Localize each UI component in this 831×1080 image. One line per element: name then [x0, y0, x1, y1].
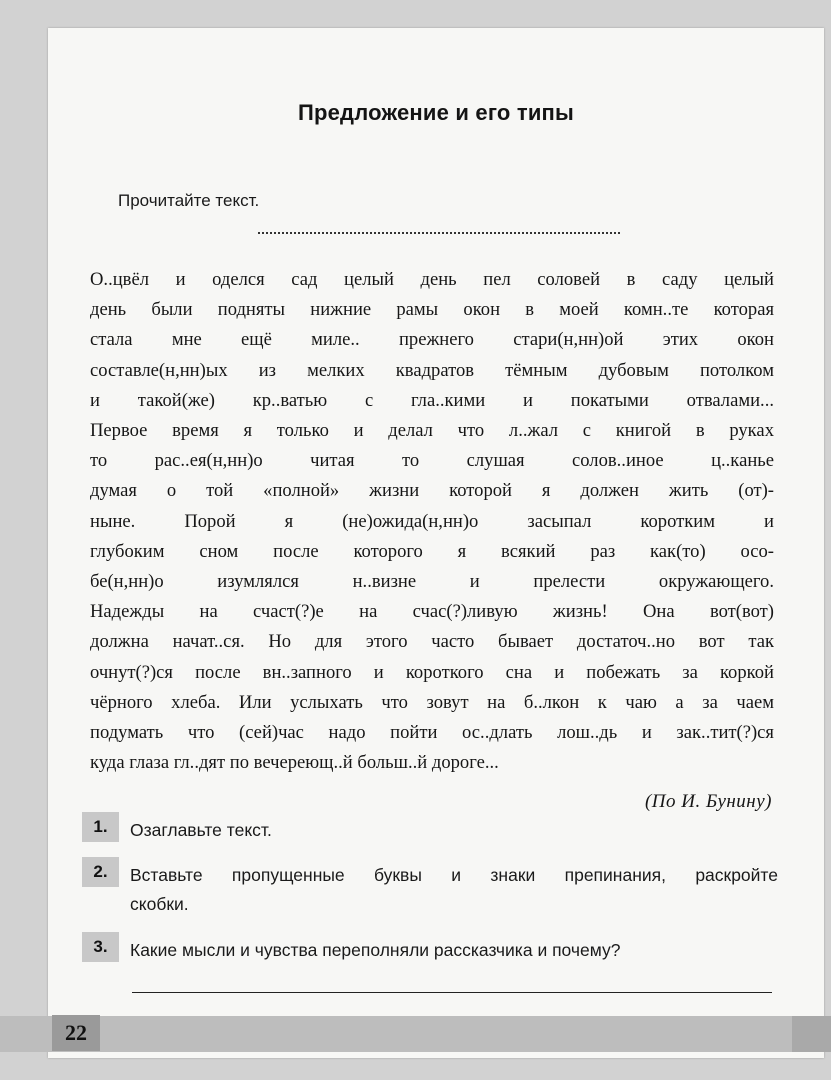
task-number-badge: 3.	[82, 932, 119, 962]
task-number-badge: 2.	[82, 857, 119, 887]
passage-line: день были подняты нижние рамы окон в моей комн..те которая	[90, 299, 774, 321]
title-answer-dotted-line	[258, 232, 620, 234]
task-line: Какие мысли и чувства переполняли рассказчика и почему?	[130, 940, 621, 960]
task-line: Озаглавьте текст.	[130, 820, 272, 840]
passage-line: Первое время я только и делал что л..жал с книгой в руках	[90, 420, 774, 442]
passage-line: составле(н,нн)ых из мелких квадратов тёмным дубовым потолком	[90, 359, 774, 381]
task-number-badge: 1.	[82, 812, 119, 842]
passage-line: куда глаза гл..дят по вечереющ..й больш..й дороге...	[90, 752, 499, 774]
footer-bar-accent	[792, 1016, 831, 1052]
passage-line: очнут(?)ся после вн..запного и короткого сна и побежать за коркой	[90, 661, 774, 683]
passage-line: и такой(же) кр..ватью с гла..кими и покатыми отвалами...	[90, 389, 774, 411]
page-number: 22	[52, 1015, 100, 1051]
page-title: Предложение и его типы	[297, 100, 575, 125]
answer-line	[132, 992, 772, 993]
task-line: скобки.	[130, 894, 189, 914]
footer-bar	[0, 1016, 831, 1052]
task-text	[130, 816, 778, 845]
task-text	[130, 861, 778, 919]
task-text	[130, 936, 778, 965]
passage-text	[90, 265, 774, 778]
passage-line: думая о той «полной» жизни которой я должен жить (от)-	[90, 480, 774, 502]
passage-line: бе(н,нн)о изумлялся н..визне и прелести окружающего.	[90, 571, 774, 593]
passage-line: чёрного хлеба. Или услыхать что зовут на б..лкон к чаю а за чаем	[90, 691, 774, 713]
passage-line: подумать что (сей)час надо пойти ос..длать лош..дь и зак..тит(?)ся	[90, 722, 774, 744]
instruction-text: Прочитайте текст.	[118, 191, 260, 210]
textbook-page	[48, 28, 824, 1058]
passage-line: ныне. Порой я (не)ожида(н,нн)о засыпал коротким и	[90, 510, 774, 532]
passage-line: то рас..ея(н,нн)о читая то слушая солов..иное ц..канье	[90, 450, 774, 472]
passage-line: глубоким сном после которого я всякий раз как(то) осо-	[90, 540, 774, 562]
passage-line: должна начат..ся. Но для этого часто бывает достаточ..но вот так	[90, 631, 774, 653]
passage-line: О..цвёл и оделся сад целый день пел соловей в саду целый	[90, 269, 774, 290]
passage-source: (По И. Бунину)	[644, 791, 772, 812]
passage-line: стала мне ещё миле.. прежнего стари(н,нн)ой этих окон	[90, 329, 774, 351]
passage-line: Надежды на счаст(?)е на счас(?)ливую жизнь! Она вот(вот)	[90, 601, 774, 623]
task-line: Вставьте пропущенные буквы и знаки препинания, раскройте	[130, 865, 778, 885]
